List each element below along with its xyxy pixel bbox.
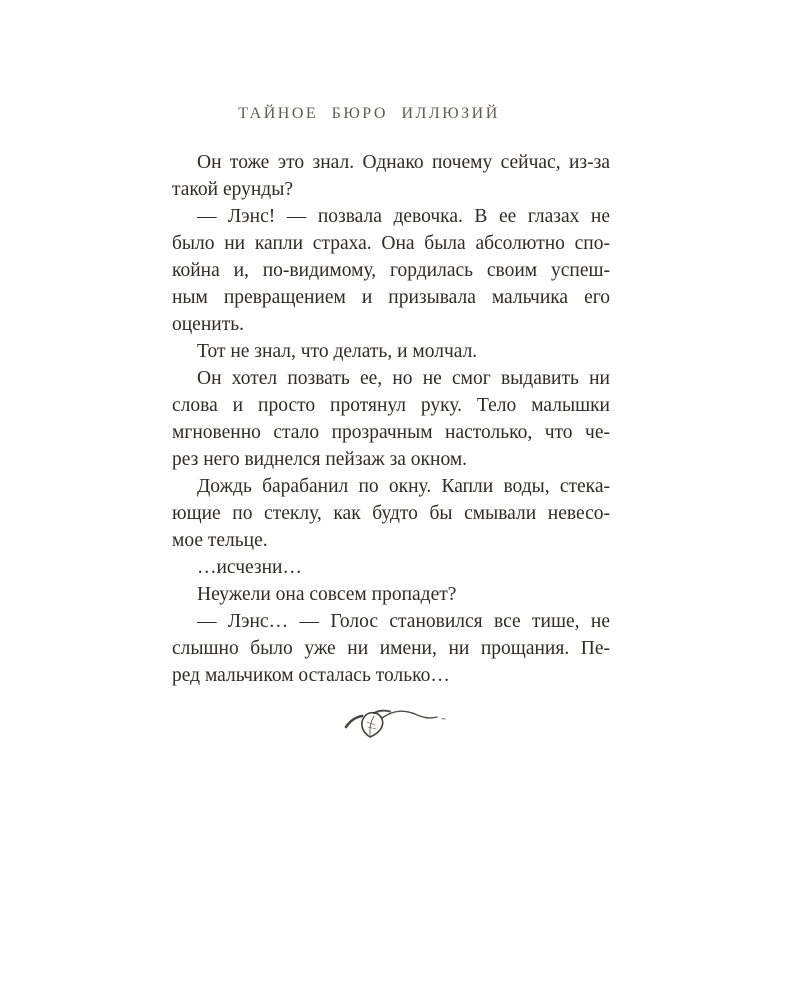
text-line: Неужели она совсем пропадет?: [197, 584, 457, 605]
paragraph: [172, 365, 610, 473]
text-line: койна и, по-видимому, гордилась своим успеш-: [172, 260, 610, 281]
text-line: такой ерунды?: [172, 179, 293, 200]
text-line: ред мальчиком осталась только…: [172, 665, 450, 686]
text-line: было ни капли страха. Она была абсолютно спо-: [172, 233, 610, 254]
text-line: ющие по стеклу, как будто бы смывали невесо-: [172, 503, 610, 524]
text-line: — Лэнс! — позвала девочка. В ее глазах не: [197, 206, 610, 227]
text-line: Он хотел позвать ее, но не смог выдавить ни: [197, 368, 610, 389]
text-line: — Лэнс… — Голос становился все тише, не: [197, 611, 610, 632]
text-line: ным превращением и призывала мальчика его: [172, 287, 610, 308]
text-line: мгновенно стало прозрачным настолько, что че-: [172, 422, 610, 443]
paragraph: [172, 581, 610, 608]
paragraph: [172, 149, 610, 203]
leaf-flourish-icon: [341, 704, 446, 742]
paragraph: [172, 554, 610, 581]
page-text: [172, 149, 610, 689]
paragraph: [172, 608, 610, 689]
paragraph: [172, 338, 610, 365]
text-line: Он тоже это знал. Однако почему сейчас, из-за: [197, 152, 610, 173]
running-header: ТАЙНОЕ БЮРО ИЛЛЮЗИЙ: [238, 105, 500, 122]
text-line: мое тельце.: [172, 530, 268, 551]
text-line: рез него виднелся пейзаж за окном.: [172, 449, 468, 470]
text-line: …исчезни…: [197, 557, 302, 578]
text-line: оценить.: [172, 314, 245, 335]
text-line: Дождь барабанил по окну. Капли воды, стека-: [197, 476, 610, 497]
text-line: слова и просто протянул руку. Тело малышки: [172, 395, 610, 416]
paragraph: [172, 473, 610, 554]
paragraph: [172, 203, 610, 338]
text-line: слышно было уже ни имени, ни прощания. Пе-: [172, 638, 610, 659]
text-line: Тот не знал, что делать, и молчал.: [197, 341, 478, 362]
leaf-flourish-ornament: [341, 704, 446, 742]
